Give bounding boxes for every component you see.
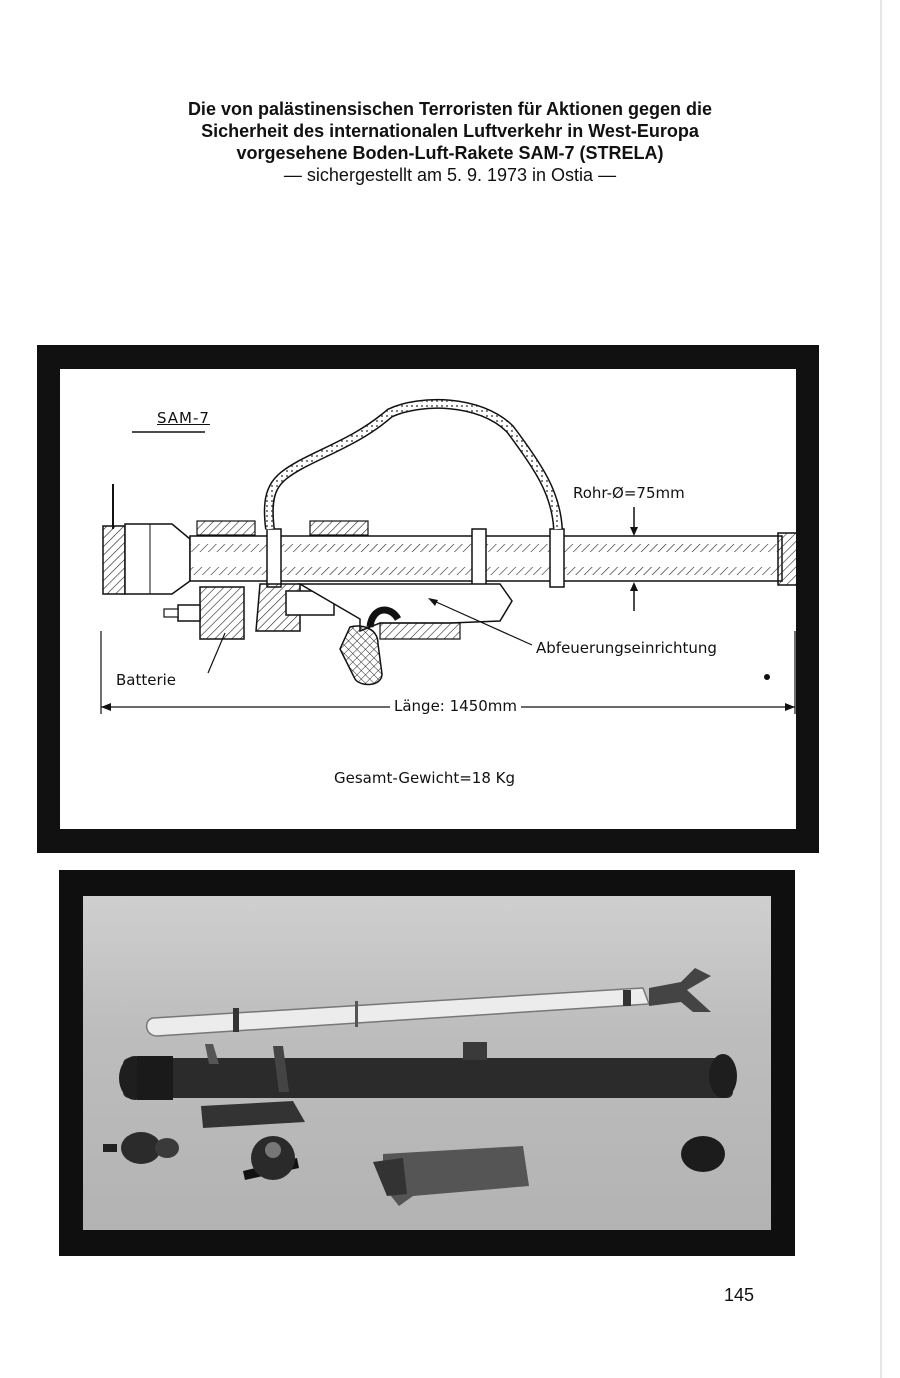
- page-number: 145: [724, 1285, 755, 1305]
- missile-photo: [83, 896, 771, 1230]
- rear-cap: [103, 526, 125, 594]
- figure-caption: [60, 98, 840, 186]
- battery-label: Batterie: [116, 671, 177, 689]
- caption-line-4: — sichergestellt am 5. 9. 1973 in Ostia —: [283, 165, 617, 185]
- missile-photo-illustration: [83, 896, 771, 1230]
- model-label: SAM-7: [157, 409, 210, 427]
- front-cap: [778, 533, 796, 585]
- diagram-frame: [37, 345, 819, 853]
- weight-label: Gesamt-Gewicht=18 Kg: [334, 769, 516, 787]
- caliber-label: Rohr-Ø=75mm: [573, 484, 685, 502]
- diagram-panel: [60, 369, 796, 829]
- battery-unit: [200, 587, 244, 639]
- caption-line-1: Die von palästinensischen Terroristen für Aktionen gegen die: [187, 99, 713, 119]
- firing-unit-label: Abfeuerungseinrichtung: [536, 639, 717, 657]
- photo-frame: [59, 870, 795, 1256]
- flare-section: [125, 524, 190, 594]
- launcher-drawing: [60, 369, 796, 829]
- length-label: Länge: 1450mm: [390, 697, 521, 715]
- page-edge-line: [880, 0, 882, 1378]
- pistol-grip: [340, 626, 382, 685]
- caption-line-3: vorgesehene Boden-Luft-Rakete SAM-7 (STRELA): [236, 143, 664, 163]
- caption-line-2: Sicherheit des internationalen Luftverkehr in West-Europa: [201, 121, 699, 141]
